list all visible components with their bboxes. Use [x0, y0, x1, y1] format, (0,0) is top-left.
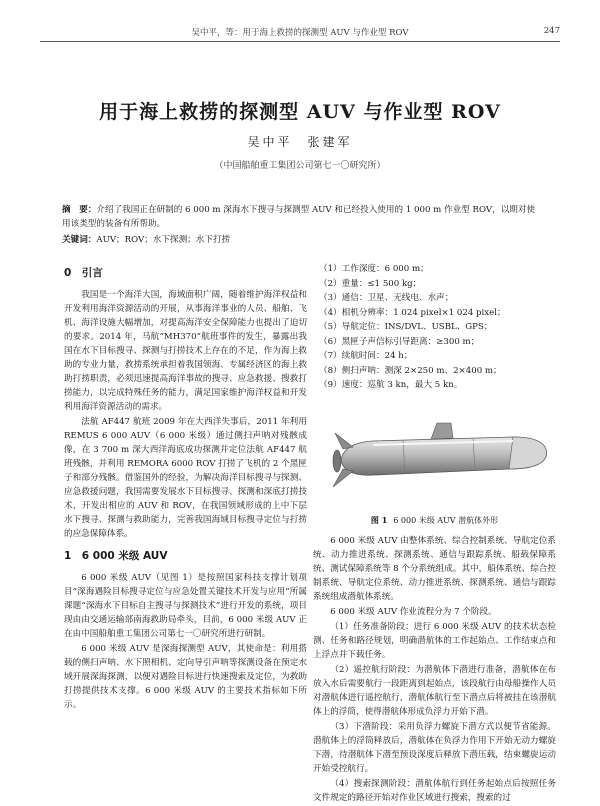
header-rule — [40, 41, 560, 42]
auv-nose — [509, 437, 547, 469]
figure-number: 图 1 — [370, 514, 388, 525]
auv-propeller — [333, 450, 341, 472]
keywords-text: AUV；ROV；水下探测；水下打捞 — [96, 235, 231, 245]
figure-caption — [313, 513, 556, 528]
paragraph: （4）搜索探测阶段：潜航体航行到任务起始点后按照任务文件规定的路径开始对作业区域进行搜索，搜索的过 — [313, 778, 556, 803]
spec-item: （3）通信：卫星、无线电、水声； — [319, 293, 454, 303]
paragraph: 6 000 米级 AUV 作业流程分为 7 个阶段。 — [330, 606, 497, 617]
spec-item: （7）续航时间：24 h； — [319, 351, 413, 361]
spec-item: （5）导航定位：INS/DVL、USBL、GPS； — [319, 322, 493, 332]
abstract — [62, 203, 538, 231]
paragraph: （1）任务准备阶段：进行 6 000 米级 AUV 的技术状态检测、任务和路径规划，明确潜航体的工作起始点、工作结束点和上浮点并下载任务。 — [313, 621, 556, 660]
paragraph: 我国是一个海洋大国，海域面积广阔，随着维护海洋权益和开发利用海洋资源活动的开展，从事海洋事业的人员、船舶、飞机、海洋设施大幅增加，对提高海洋安全保障能力也提出了迫切的要求。2014 年，马航“MH370”航班事件的发生，暴露出我国在水下目标搜寻、探测与打捞技术上存在的不足，作为海上救助的专业力量，救捞系统承担着我国领海、专属经济区的海上救助打捞职责，必须迅速提高海洋事故的搜寻、应急救援、搜救打捞能力，以完成特殊任务的能力，满足国家维护海洋权益和开发利用海洋资源活动的需求。 — [64, 290, 307, 412]
paragraph: （3）下潜阶段：采用负浮力螺旋下潜方式以便节省能源。潜航体上的浮筒释放后，潜航体在负浮力作用下开始无动力螺旋下潜，待潜航体下潜至预设深度后释放下潜压载，结束螺旋运动开始受控航行。 — [313, 721, 556, 774]
figure-caption-text: 6 000 米级 AUV 潜航体外形 — [393, 515, 499, 525]
author-list: 吴中平 张建军 — [247, 135, 353, 149]
abstract-label: 摘 要： — [62, 205, 97, 215]
spec-item: （4）相机分辨率：1 024 pixel×1 024 pixel； — [319, 307, 506, 318]
paragraph: 6 000 米级 AUV 由整体系统、综合控制系统、导航定位系统、动力推进系统、探测系统、通信与跟踪系统、船载保障系统、测试保障系统等 8 个分系统组成。其中，船体系统、综合控制系统、导航定位系统、动力推进系统、探测系统、通信与跟踪系统组成潜航体系统。 — [313, 535, 556, 602]
auv-figure — [313, 399, 556, 511]
paragraph: 6 000 米级 AUV 是深海探测型 AUV，其使命是：利用搭载的侧扫声呐、水下照相机、定向导引声呐等探测设备在预定水域开展深海探测，以便对遇险目标进行快速搜索及定位，为救助打捞提供技术支撑。6 000 米级 AUV 的主要技术指标如下所示。 — [64, 644, 307, 710]
section-heading-1: 1 6 000 米级 AUV — [64, 550, 168, 562]
auv-mast — [431, 423, 453, 439]
spec-item: （2）重量：≤1 500 kg； — [319, 278, 422, 289]
affiliation: （中国船舶重工集团公司第七一〇研究所） — [214, 161, 386, 171]
keywords-label: 关键词： — [62, 235, 97, 245]
left-column — [64, 262, 307, 713]
page-number: 247 — [543, 26, 560, 36]
right-column — [313, 262, 556, 806]
section-heading-intro: 0 引言 — [64, 267, 103, 279]
spec-item: （6）黑匣子声信标引导距离：≥300 m； — [319, 336, 480, 347]
paragraph: 6 000 米级 AUV（见图 1）是按照国家科技支撑计划项目“深海遇险目标搜寻定位与应急处置关键技术开发与应用”所属课题“深海水下目标自主搜寻与探测技术”进行开发的系统，项目现由由交通运输部南海救助局牵头，目前，6 000 米级 AUV 正在由中国船舶重工集团公司第七一〇研究所进行研制。 — [64, 573, 307, 639]
spec-item: （9）速度：巡航 3 kn，最大 5 kn。 — [319, 380, 463, 390]
paragraph: （2）遥控航行阶段：为潜航体下潜进行准备，潜航体在布放入水后需要航行一段距离到起始点，该段航行由母船操作人员对潜航体进行遥控航行，潜航体航行至下潜点后将被挂在该潜航体上的浮筒，使得潜航体形成负浮力开始下潜。 — [313, 664, 556, 717]
spec-item: （8）侧扫声呐：测深 2×250 m、2×400 m； — [319, 365, 502, 376]
paragraph: 法航 AF447 航班 2009 年在大西洋失事后，2011 年利用 REMUS 6 000 AUV（6 000 米级）通过侧扫声呐对残骸成像，在 3 700 m 深大西洋海底成功探测并定位法航 AF447 航班残骸，并利用 REMORA 6000 ROV 打捞了飞机的 2 个黑匣子和部分残骸。借鉴国外的经验，为解决海洋目标搜寻与探测、应急救援问题，我国需要发展水下目标搜寻、探测和深底打捞技术，开发出相应的 AUV 和 ROV，在我国领域形成的上中下层水下搜寻、探测与救助能力，完善我国海域目标搜寻定位与打捞的应急保障体系。 — [64, 417, 307, 539]
abstract-text: 介绍了我国正在研制的 6 000 m 深海水下搜寻与探测型 AUV 和已经投入使用的 1 000 m 作业型 ROV，以期对使用该类型的装备有所帮助。 — [62, 205, 536, 229]
keywords — [62, 233, 538, 247]
running-head-title: 吴中平，等：用于海上救捞的探测型 AUV 与作业型 ROV — [191, 28, 409, 38]
auv-illustration — [313, 399, 556, 511]
spec-item: （1）工作深度：6 000 m； — [319, 264, 429, 274]
auv-tail-fin-upper — [335, 433, 353, 449]
paper-title: 用于海上救捞的探测型 AUV 与作业型 ROV — [99, 101, 501, 123]
